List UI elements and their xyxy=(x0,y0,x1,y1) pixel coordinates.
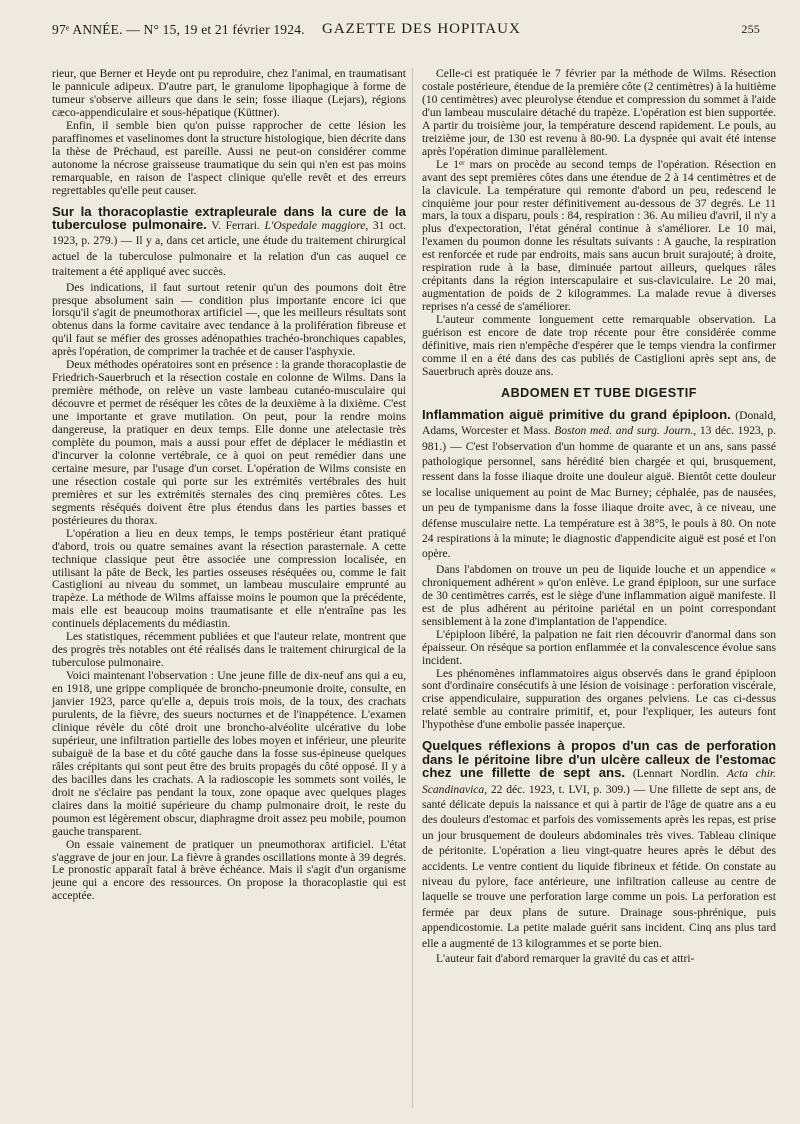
paragraph: Dans l'abdomen on trouve un peu de liquide louche et un appendice « chroniquement adhérent » qu'on enlève. Le grand épiploon, sur une surface de 30 centimètres carrés, est le siège d'une inflammation aiguë manifeste. Il est de plus adhérent au péritoine pariétal en un point correspondant sensiblement à la zone d'implantation de l'appendice. xyxy=(422,563,776,628)
paragraph: L'opération a lieu en deux temps, le temps postérieur étant pratiqué d'abord, trois ou quatre semaines avant la résection parasternale. A cette technique classique peut être associée une compression localisée, en utilisant la pâte de Beck, les parties osseuses réséquées ou, comme le fait Castiglioni au niveau du sommet, un lambeau musculaire emprunté au trapèze. La méthode de Wilms affaisse moins le poumon que la précédente, mais elle est beaucoup moins traumatisante et elle n'entraîne pas les continuels déplacements du médiastin. xyxy=(52,527,406,631)
article-author: (Donald, Adams, Worcester et Mass. xyxy=(422,409,776,438)
journal-title: GAZETTE DES HOPITAUX xyxy=(322,21,521,37)
column-divider xyxy=(412,68,413,1108)
article-title: Quelques réflexions à propos d'un cas de perforation dans le péritoine libre d'un ulcère calleux de l'estomac chez une fillette de sept ans. xyxy=(422,738,776,781)
article-heading xyxy=(52,205,406,280)
article-journal: Boston med. and surg. Journ., xyxy=(554,425,697,438)
article-title: Inflammation aiguë primitive du grand épiploon. xyxy=(422,406,731,422)
paragraph: Les statistiques, récemment publiées et que l'auteur relate, montrent que des progrès très notables ont été réalisés dans le traitement chirurgical de la tuberculose pulmonaire. xyxy=(52,631,406,670)
article-journal: L'Ospedale maggiore, xyxy=(264,219,369,232)
paragraph: Deux méthodes opératoires sont en présence : la grande thoracoplastie de Friedrich-Sauerbruch et la résection costale en colonne de Wilms. Dans la première méthode, on relève un vaste lambeau cutanéo-musculaire qui découvre et permet de réséquer les côtes de la deuxième à la dixième. C'est une importante et grave mutilation. On peut, pour la rendre moins dangereuse, la pratiquer en deux temps. Elle donne une atelectasie très complète du poumon, mais a aussi pour effet de déplacer le médiastin et d'incurver la colonne vertébrale, ce à quoi on peut remédier dans une certaine mesure, par l'usage d'un corset. L'opération de Wilms consiste en une résection costale qui porte sur les extrémités vertébrales des huit premières et sur les extrémités sternales des cinq premières côtes. Les segments réséqués doivent être plus étendus dans les parties basses et postérieures du thorax. xyxy=(52,359,406,527)
left-column xyxy=(52,68,406,903)
right-column xyxy=(422,68,776,966)
paragraph: L'auteur commente longuement cette remarquable observation. La guérison est encore de date trop récente pour être considérée comme définitive, mais rien n'empêche d'espérer que le temps viendra la confirmer comme il en a été dans des cas publiés de Castiglioni après sept ans, de Sauerbruch après douze ans. xyxy=(422,314,776,378)
paragraph: Le 1ᵉʳ mars on procède au second temps de l'opération. Résection en avant des sept premières côtes dans une étendue de 2 à 14 centimètres et de la clavicule. La température qui remonte d'abord un peu, redescend le cinquième jour pour rester définitivement au-dessous de 37 degrés. Le 11 mars, la toux a disparu, pouls : 84, respiration : 36. Au milieu d'avril, il n'y a plus d'expectoration, l'état général continue à s'améliorer. Le 10 mai, l'examen du poumon donne les résultats suivants : A gauche, la respiration est renforcée et rude par endroits, mais sans aucun bruit surajouté; à droite, respiration rude à la base, diminuée partout ailleurs, quelques râles crépitants dans la région interscapulaire et sus-claviculaire. Le 20 mai, augmentation de poids de 2 kilogrammes. La malade revue à diverses reprises n'a cessé de s'améliorer. xyxy=(422,158,776,314)
article-abstract: 31 oct. 1923, p. 279.) — Il y a, dans cet article, une étude du traitement chirurgical actuel de la tuberculose pulmonaire et la relation d'un cas auquel ce traitement a été appliqué avec succès. xyxy=(52,219,406,279)
paragraph: Celle-ci est pratiquée le 7 février par la méthode de Wilms. Résection costale postérieure, étendue de la première côte (2 centimètres) à la huitième (10 centimètres) avec pleurolyse étendue et compression du sommet à l'aide d'un lambeau musculaire détaché du trapèze. L'opération est bien supportée. A partir du troisième jour, la température descend rapidement. Le pouls, au treizième jour, de 130 est revenu à 80-90. La dyspnée qui avait été intense après l'opération diminue parallèlement. xyxy=(422,68,776,158)
section-heading: ABDOMEN ET TUBE DIGESTIF xyxy=(500,385,697,400)
paragraph: Les phénomènes inflammatoires aigus observés dans le grand épiploon sont d'ordinaire consécutifs à une lésion de voisinage : perforation viscérale, crise appendiculaire, suppuration des organes pelviens. Le cas ci-dessus relaté semble au contraire primitif, et, pour l'expliquer, les auteurs font l'hypothèse d'une embolie passée inaperçue. xyxy=(422,667,776,732)
article-author: (Lennart Nordlin. xyxy=(625,768,727,781)
paragraph: Des indications, il faut surtout retenir qu'un des poumons doit être presque absolument sain — condition plus importante encore ici que lorsqu'il s'agit de pneumothorax artificiel —, que les meilleurs résultats sont obtenus dans la forme cavitaire avec tendance à la prolifération fibreuse et qu'il faut se méfier des grosses adénopathies trachéo-bronchiques capables, après l'opération, de comprimer la trachée et de causer l'asphyxie. xyxy=(52,281,406,359)
paragraph: On essaie vainement de pratiquer un pneumothorax artificiel. L'état s'aggrave de jour en jour. La fièvre à grandes oscillations monte à 39 degrés. Le pronostic apparaît fatal à brève échéance. Mais il s'agit d'un organisme jeune qui a encore des ressources. On propose la thoracoplastie qui est acceptée. xyxy=(52,838,406,903)
page-number: 255 xyxy=(741,22,760,36)
paragraph: L'auteur fait d'abord remarquer la gravité du cas et attri- xyxy=(436,952,695,965)
issue-info: 97ᵉ ANNÉE. — N° 15, 19 et 21 février 1924. xyxy=(52,22,305,37)
paragraph: rieur, que Berner et Heyde ont pu reproduire, chez l'animal, en traumatisant le pannicule adipeux. D'autre part, le granulome lipophagique à forme de tumeur s'observe ailleurs que dans le sein; fosse iliaque (Lejars), régions cæco-appendiculaire et sous-hépatique (Küttner). xyxy=(52,68,406,119)
article-heading xyxy=(422,408,776,562)
article-abstract: 22 déc. 1923, t. LVI, p. 309.) — Une fillette de sept ans, de santé délicate depuis la naissance et qui à partir de l'âge de quatre ans a eu des douleurs d'estomac et parfois des vomissements après les repas, est prise un jour brusquement de douleurs abdominales très vives. Tableau clinique de péritonite. L'opération a lieu vingt-quatre heures après le début des accidents. Le ventre contient du liquide fibrineux et fétide. On constate au niveau du pylore, face antérieure, une infiltration calleuse au centre de laquelle se trouve une perforation large comme un pois. La perforation est fermée par deux plans de suture. Drainage sous-phrénique, puis appendicostomie. La petite malade guérit sans incident. Cinq ans plus tard elle a augmenté de 13 kilogrammes et se porte bien. xyxy=(422,783,776,950)
page-header xyxy=(52,22,760,44)
article-title: Sur la thoracoplastie extrapleurale dans la cure de la tuberculose pulmonaire. xyxy=(52,203,406,232)
paragraph: Voici maintenant l'observation : Une jeune fille de dix-neuf ans qui a eu, en 1918, une grippe compliquée de broncho-pneumonie droite, consulte, en janvier 1923, parce qu'elle a, depuis trois mois, de la toux, des crachats purulents, de la fièvre, des sueurs nocturnes et de l'inappétence. L'examen clinique révèle du côté droit une broncho-alvéolite ulcérative du lobe supérieur, une infiltration partielle des lobes moyen et inférieur, une pleurite subaiguë de la base et du côté gauche dans la fosse sus-épineuse quelques râles crépitants qui sont peut être des bruits propagés du côté opposé. Il y a des bacilles dans les crachats. A la radioscopie les sommets sont voilés, le droit ne s'éclaire pas pendant la toux, zone opaque avec quelques plages claires dans la moitié supérieure du champ pulmonaire droit, le reste du poumon est légèrement obscur, diaphragme droit assez peu mobile, poumon gauche transparent. xyxy=(52,670,406,838)
article-journal: Acta chir. Scandinavica, xyxy=(422,768,776,796)
article-abstract: 13 déc. 1923, p. 981.) — C'est l'observation d'un homme de quarante et un ans, sans passé pathologique personnel, sans hérédité bien chargée et qui, brusquement, ressent dans la fosse iliaque droite une douleur aiguë. Bientôt cette douleur se localise uniquement au point de Mac Burney; céphalée, pas de nausées, un peu de tympanisme dans la fosse iliaque droite avec, à ce niveau, une défense musculaire nette. La température est à 38°5, le pouls à 80. On note 24 respirations à la minute; le diagnostic d'appendicite aiguë est posé et l'on opère. xyxy=(422,425,776,561)
paragraph: L'épiploon libéré, la palpation ne fait rien découvrir d'anormal dans son épaisseur. On réséque sa portion enflammée et la convalescence évolue sans incident. xyxy=(422,628,776,667)
article-heading xyxy=(422,739,776,951)
article-author: V. Ferrari. xyxy=(206,219,265,232)
paragraph: Enfin, il semble bien qu'on puisse rapprocher de cette lésion les paraffinomes et vaselinomes dont la structure histologique, bien décrite dans la thèse de Préchaud, est pareille. Aussi ne peut-on considérer comme autonome la nécrose graisseuse traumatique du sein qui n'en est pas moins remarquable, en raison de l'aspect clinique qu'elle revêt et des erreurs regrettables qu'elle peut causer. xyxy=(52,119,406,197)
